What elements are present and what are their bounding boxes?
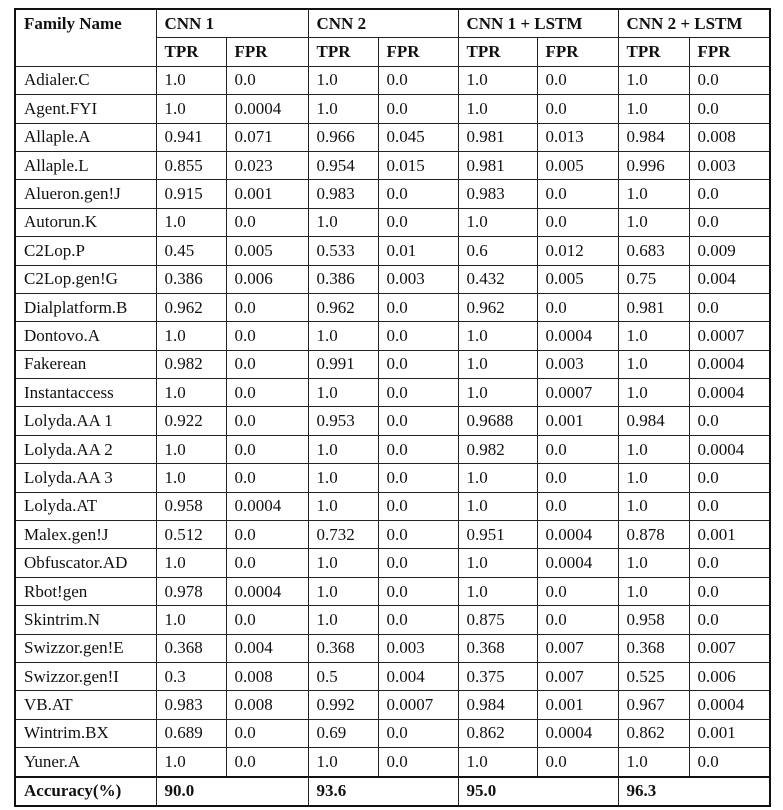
tpr-cell: 1.0 xyxy=(308,95,378,123)
fpr-cell: 0.0 xyxy=(378,407,458,435)
fpr-cell: 0.0004 xyxy=(689,350,770,378)
tpr-cell: 0.991 xyxy=(308,350,378,378)
tpr-cell: 1.0 xyxy=(458,208,537,236)
fpr-cell: 0.0 xyxy=(537,180,618,208)
table-row xyxy=(15,662,770,690)
fpr-cell: 0.0 xyxy=(378,464,458,492)
accuracy-cnn1-lstm: 95.0 xyxy=(458,777,618,806)
table-row xyxy=(15,634,770,662)
table-row xyxy=(15,322,770,350)
fpr-cell: 0.0 xyxy=(226,549,308,577)
fpr-cell: 0.0 xyxy=(537,293,618,321)
tpr-cell: 1.0 xyxy=(308,379,378,407)
fpr-cell: 0.0 xyxy=(537,492,618,520)
table-row xyxy=(15,379,770,407)
tpr-cell: 0.962 xyxy=(156,293,226,321)
table-row xyxy=(15,237,770,265)
table-body xyxy=(15,66,770,776)
tpr-cell: 1.0 xyxy=(308,492,378,520)
tpr-cell: 0.966 xyxy=(308,123,378,151)
tpr-cell: 0.954 xyxy=(308,151,378,179)
tpr-cell: 0.45 xyxy=(156,237,226,265)
family-name-cell: Obfuscator.AD xyxy=(15,549,156,577)
fpr-cell: 0.012 xyxy=(537,237,618,265)
header-tpr: TPR xyxy=(156,38,226,66)
accuracy-label: Accuracy(%) xyxy=(15,777,156,806)
tpr-cell: 0.984 xyxy=(618,123,689,151)
tpr-cell: 0.992 xyxy=(308,691,378,719)
fpr-cell: 0.0 xyxy=(689,577,770,605)
fpr-cell: 0.008 xyxy=(226,662,308,690)
family-name-cell: Allaple.A xyxy=(15,123,156,151)
tpr-cell: 1.0 xyxy=(458,66,537,94)
fpr-cell: 0.0 xyxy=(378,293,458,321)
family-name-cell: Lolyda.AA 3 xyxy=(15,464,156,492)
header-fpr: FPR xyxy=(537,38,618,66)
fpr-cell: 0.0 xyxy=(537,464,618,492)
tpr-cell: 0.368 xyxy=(156,634,226,662)
fpr-cell: 0.0 xyxy=(378,435,458,463)
tpr-cell: 0.983 xyxy=(308,180,378,208)
fpr-cell: 0.007 xyxy=(689,634,770,662)
tpr-cell: 0.996 xyxy=(618,151,689,179)
tpr-cell: 0.981 xyxy=(618,293,689,321)
tpr-cell: 1.0 xyxy=(618,66,689,94)
tpr-cell: 0.922 xyxy=(156,407,226,435)
tpr-cell: 0.386 xyxy=(156,265,226,293)
fpr-cell: 0.0 xyxy=(537,435,618,463)
tpr-cell: 0.967 xyxy=(618,691,689,719)
table-row xyxy=(15,350,770,378)
fpr-cell: 0.0 xyxy=(689,748,770,777)
tpr-cell: 0.875 xyxy=(458,606,537,634)
tpr-cell: 0.953 xyxy=(308,407,378,435)
family-name-cell: Fakerean xyxy=(15,350,156,378)
tpr-cell: 0.958 xyxy=(618,606,689,634)
family-name-cell: Skintrim.N xyxy=(15,606,156,634)
tpr-cell: 1.0 xyxy=(156,748,226,777)
tpr-cell: 0.915 xyxy=(156,180,226,208)
fpr-cell: 0.0 xyxy=(689,549,770,577)
fpr-cell: 0.0007 xyxy=(378,691,458,719)
tpr-cell: 1.0 xyxy=(458,492,537,520)
header-tpr: TPR xyxy=(458,38,537,66)
family-name-cell: Dialplatform.B xyxy=(15,293,156,321)
fpr-cell: 0.0004 xyxy=(537,719,618,747)
tpr-cell: 1.0 xyxy=(458,464,537,492)
fpr-cell: 0.001 xyxy=(689,521,770,549)
fpr-cell: 0.0 xyxy=(378,350,458,378)
fpr-cell: 0.0 xyxy=(689,492,770,520)
fpr-cell: 0.004 xyxy=(378,662,458,690)
family-name-cell: Lolyda.AA 1 xyxy=(15,407,156,435)
tpr-cell: 1.0 xyxy=(458,379,537,407)
table-row xyxy=(15,606,770,634)
fpr-cell: 0.0004 xyxy=(537,322,618,350)
tpr-cell: 1.0 xyxy=(618,379,689,407)
fpr-cell: 0.0004 xyxy=(226,577,308,605)
tpr-cell: 0.982 xyxy=(458,435,537,463)
fpr-cell: 0.003 xyxy=(378,265,458,293)
tpr-cell: 1.0 xyxy=(156,549,226,577)
tpr-cell: 0.984 xyxy=(458,691,537,719)
tpr-cell: 0.978 xyxy=(156,577,226,605)
family-name-cell: Dontovo.A xyxy=(15,322,156,350)
fpr-cell: 0.001 xyxy=(226,180,308,208)
tpr-cell: 1.0 xyxy=(308,66,378,94)
fpr-cell: 0.0004 xyxy=(226,492,308,520)
tpr-cell: 1.0 xyxy=(308,748,378,777)
table-row xyxy=(15,748,770,777)
tpr-cell: 1.0 xyxy=(618,350,689,378)
fpr-cell: 0.0 xyxy=(689,95,770,123)
fpr-cell: 0.001 xyxy=(689,719,770,747)
fpr-cell: 0.0 xyxy=(378,521,458,549)
tpr-cell: 1.0 xyxy=(156,208,226,236)
tpr-cell: 1.0 xyxy=(156,95,226,123)
fpr-cell: 0.007 xyxy=(537,634,618,662)
fpr-cell: 0.0 xyxy=(226,748,308,777)
header-group-cnn1: CNN 1 xyxy=(156,9,308,38)
fpr-cell: 0.0 xyxy=(378,719,458,747)
fpr-cell: 0.0 xyxy=(226,208,308,236)
table-row xyxy=(15,435,770,463)
fpr-cell: 0.004 xyxy=(689,265,770,293)
fpr-cell: 0.0 xyxy=(226,322,308,350)
family-name-cell: C2Lop.gen!G xyxy=(15,265,156,293)
tpr-cell: 0.368 xyxy=(308,634,378,662)
family-name-cell: Adialer.C xyxy=(15,66,156,94)
fpr-cell: 0.0 xyxy=(378,748,458,777)
tpr-cell: 0.525 xyxy=(618,662,689,690)
family-name-cell: Allaple.L xyxy=(15,151,156,179)
fpr-cell: 0.0 xyxy=(378,208,458,236)
table-row xyxy=(15,293,770,321)
fpr-cell: 0.004 xyxy=(226,634,308,662)
tpr-cell: 0.3 xyxy=(156,662,226,690)
tpr-cell: 0.69 xyxy=(308,719,378,747)
table-row xyxy=(15,265,770,293)
fpr-cell: 0.0 xyxy=(689,407,770,435)
fpr-cell: 0.0004 xyxy=(689,691,770,719)
accuracy-cnn1: 90.0 xyxy=(156,777,308,806)
family-name-cell: Malex.gen!J xyxy=(15,521,156,549)
tpr-cell: 0.375 xyxy=(458,662,537,690)
tpr-cell: 0.962 xyxy=(458,293,537,321)
tpr-cell: 1.0 xyxy=(156,379,226,407)
tpr-cell: 1.0 xyxy=(618,549,689,577)
fpr-cell: 0.0 xyxy=(378,95,458,123)
fpr-cell: 0.0007 xyxy=(537,379,618,407)
fpr-cell: 0.0004 xyxy=(537,521,618,549)
fpr-cell: 0.0 xyxy=(378,577,458,605)
tpr-cell: 0.432 xyxy=(458,265,537,293)
tpr-cell: 0.981 xyxy=(458,123,537,151)
fpr-cell: 0.0 xyxy=(226,379,308,407)
tpr-cell: 1.0 xyxy=(156,66,226,94)
fpr-cell: 0.003 xyxy=(378,634,458,662)
fpr-cell: 0.0 xyxy=(537,66,618,94)
tpr-cell: 1.0 xyxy=(156,606,226,634)
table-row xyxy=(15,95,770,123)
table-row xyxy=(15,180,770,208)
fpr-cell: 0.005 xyxy=(537,151,618,179)
table-row xyxy=(15,407,770,435)
fpr-cell: 0.003 xyxy=(689,151,770,179)
fpr-cell: 0.0 xyxy=(378,180,458,208)
family-name-cell: Swizzor.gen!E xyxy=(15,634,156,662)
results-table xyxy=(14,8,771,807)
family-name-cell: Alueron.gen!J xyxy=(15,180,156,208)
tpr-cell: 1.0 xyxy=(618,208,689,236)
tpr-cell: 0.512 xyxy=(156,521,226,549)
header-fpr: FPR xyxy=(226,38,308,66)
fpr-cell: 0.0 xyxy=(378,379,458,407)
family-name-cell: Yuner.A xyxy=(15,748,156,777)
tpr-cell: 1.0 xyxy=(308,435,378,463)
header-tpr: TPR xyxy=(618,38,689,66)
fpr-cell: 0.0 xyxy=(226,407,308,435)
tpr-cell: 1.0 xyxy=(618,464,689,492)
fpr-cell: 0.045 xyxy=(378,123,458,151)
fpr-cell: 0.005 xyxy=(537,265,618,293)
fpr-cell: 0.023 xyxy=(226,151,308,179)
family-name-cell: Swizzor.gen!I xyxy=(15,662,156,690)
tpr-cell: 1.0 xyxy=(156,435,226,463)
tpr-cell: 1.0 xyxy=(308,577,378,605)
fpr-cell: 0.01 xyxy=(378,237,458,265)
fpr-cell: 0.0 xyxy=(226,521,308,549)
fpr-cell: 0.001 xyxy=(537,691,618,719)
fpr-cell: 0.0004 xyxy=(226,95,308,123)
tpr-cell: 1.0 xyxy=(618,748,689,777)
header-group-cnn1-lstm: CNN 1 + LSTM xyxy=(458,9,618,38)
tpr-cell: 0.862 xyxy=(458,719,537,747)
fpr-cell: 0.0 xyxy=(537,606,618,634)
tpr-cell: 0.732 xyxy=(308,521,378,549)
tpr-cell: 0.984 xyxy=(618,407,689,435)
family-name-cell: Lolyda.AT xyxy=(15,492,156,520)
table-row xyxy=(15,464,770,492)
table-row xyxy=(15,577,770,605)
fpr-cell: 0.005 xyxy=(226,237,308,265)
tpr-cell: 0.862 xyxy=(618,719,689,747)
fpr-cell: 0.0 xyxy=(689,293,770,321)
tpr-cell: 0.368 xyxy=(618,634,689,662)
table-row xyxy=(15,66,770,94)
header-group-cnn2-lstm: CNN 2 + LSTM xyxy=(618,9,770,38)
fpr-cell: 0.0 xyxy=(226,719,308,747)
tpr-cell: 0.951 xyxy=(458,521,537,549)
table-row xyxy=(15,691,770,719)
fpr-cell: 0.0004 xyxy=(689,379,770,407)
tpr-cell: 0.75 xyxy=(618,265,689,293)
tpr-cell: 0.855 xyxy=(156,151,226,179)
fpr-cell: 0.0 xyxy=(226,66,308,94)
tpr-cell: 0.386 xyxy=(308,265,378,293)
fpr-cell: 0.0 xyxy=(226,350,308,378)
fpr-cell: 0.0 xyxy=(378,606,458,634)
header-group-cnn2: CNN 2 xyxy=(308,9,458,38)
fpr-cell: 0.003 xyxy=(537,350,618,378)
family-name-cell: Wintrim.BX xyxy=(15,719,156,747)
tpr-cell: 0.878 xyxy=(618,521,689,549)
tpr-cell: 1.0 xyxy=(156,464,226,492)
table-row xyxy=(15,719,770,747)
family-name-cell: Lolyda.AA 2 xyxy=(15,435,156,463)
tpr-cell: 1.0 xyxy=(618,577,689,605)
tpr-cell: 0.983 xyxy=(156,691,226,719)
family-name-cell: Rbot!gen xyxy=(15,577,156,605)
fpr-cell: 0.0 xyxy=(226,435,308,463)
table-row xyxy=(15,521,770,549)
header-tpr: TPR xyxy=(308,38,378,66)
tpr-cell: 0.958 xyxy=(156,492,226,520)
table-row xyxy=(15,123,770,151)
tpr-cell: 0.683 xyxy=(618,237,689,265)
tpr-cell: 1.0 xyxy=(458,549,537,577)
fpr-cell: 0.0 xyxy=(226,293,308,321)
table-row xyxy=(15,208,770,236)
fpr-cell: 0.007 xyxy=(537,662,618,690)
tpr-cell: 1.0 xyxy=(458,350,537,378)
fpr-cell: 0.009 xyxy=(689,237,770,265)
tpr-cell: 0.962 xyxy=(308,293,378,321)
fpr-cell: 0.001 xyxy=(537,407,618,435)
fpr-cell: 0.0004 xyxy=(689,435,770,463)
fpr-cell: 0.0 xyxy=(689,464,770,492)
family-name-cell: Autorun.K xyxy=(15,208,156,236)
accuracy-row xyxy=(15,777,770,806)
tpr-cell: 0.941 xyxy=(156,123,226,151)
tpr-cell: 1.0 xyxy=(458,577,537,605)
table-row xyxy=(15,492,770,520)
fpr-cell: 0.0 xyxy=(378,492,458,520)
table-row xyxy=(15,549,770,577)
fpr-cell: 0.013 xyxy=(537,123,618,151)
tpr-cell: 1.0 xyxy=(618,435,689,463)
fpr-cell: 0.0004 xyxy=(537,549,618,577)
fpr-cell: 0.0 xyxy=(689,180,770,208)
tpr-cell: 1.0 xyxy=(618,95,689,123)
tpr-cell: 1.0 xyxy=(308,606,378,634)
tpr-cell: 0.9688 xyxy=(458,407,537,435)
fpr-cell: 0.015 xyxy=(378,151,458,179)
header-family-name: Family Name xyxy=(15,9,156,66)
fpr-cell: 0.0 xyxy=(378,322,458,350)
tpr-cell: 1.0 xyxy=(618,180,689,208)
header-fpr: FPR xyxy=(378,38,458,66)
tpr-cell: 1.0 xyxy=(618,492,689,520)
fpr-cell: 0.0 xyxy=(689,208,770,236)
fpr-cell: 0.0007 xyxy=(689,322,770,350)
fpr-cell: 0.008 xyxy=(689,123,770,151)
fpr-cell: 0.006 xyxy=(226,265,308,293)
header-fpr: FPR xyxy=(689,38,770,66)
fpr-cell: 0.0 xyxy=(537,208,618,236)
tpr-cell: 0.983 xyxy=(458,180,537,208)
tpr-cell: 1.0 xyxy=(458,748,537,777)
table-row xyxy=(15,151,770,179)
tpr-cell: 0.981 xyxy=(458,151,537,179)
family-name-cell: C2Lop.P xyxy=(15,237,156,265)
tpr-cell: 0.982 xyxy=(156,350,226,378)
accuracy-cnn2: 93.6 xyxy=(308,777,458,806)
fpr-cell: 0.0 xyxy=(537,95,618,123)
fpr-cell: 0.0 xyxy=(226,464,308,492)
tpr-cell: 0.368 xyxy=(458,634,537,662)
tpr-cell: 0.5 xyxy=(308,662,378,690)
fpr-cell: 0.008 xyxy=(226,691,308,719)
tpr-cell: 1.0 xyxy=(156,322,226,350)
family-name-cell: Instantaccess xyxy=(15,379,156,407)
tpr-cell: 1.0 xyxy=(308,208,378,236)
tpr-cell: 1.0 xyxy=(308,464,378,492)
tpr-cell: 0.689 xyxy=(156,719,226,747)
family-name-cell: VB.AT xyxy=(15,691,156,719)
fpr-cell: 0.0 xyxy=(689,66,770,94)
fpr-cell: 0.0 xyxy=(226,606,308,634)
fpr-cell: 0.0 xyxy=(378,549,458,577)
tpr-cell: 1.0 xyxy=(458,95,537,123)
tpr-cell: 1.0 xyxy=(308,322,378,350)
fpr-cell: 0.071 xyxy=(226,123,308,151)
tpr-cell: 1.0 xyxy=(618,322,689,350)
tpr-cell: 0.6 xyxy=(458,237,537,265)
accuracy-cnn2-lstm: 96.3 xyxy=(618,777,770,806)
tpr-cell: 0.533 xyxy=(308,237,378,265)
family-name-cell: Agent.FYI xyxy=(15,95,156,123)
tpr-cell: 1.0 xyxy=(458,322,537,350)
fpr-cell: 0.0 xyxy=(378,66,458,94)
fpr-cell: 0.006 xyxy=(689,662,770,690)
tpr-cell: 1.0 xyxy=(308,549,378,577)
fpr-cell: 0.0 xyxy=(537,577,618,605)
fpr-cell: 0.0 xyxy=(537,748,618,777)
fpr-cell: 0.0 xyxy=(689,606,770,634)
